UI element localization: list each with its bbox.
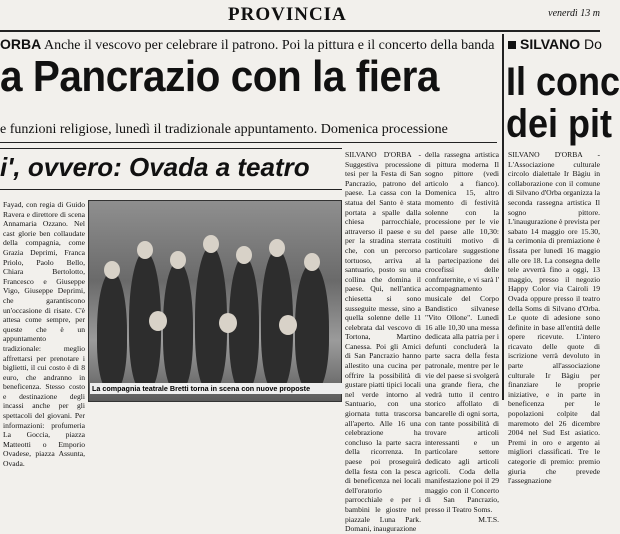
- body-column-1-text: SILVANO D'ORBA - Suggestiva processione tesi per la Festa di San Pancrazio, patrono del paese. La cassa con la statua del Santo è stata portata a spalle dalla chiesa parrocchiale, attraverso il paese e su per la stradina sterrata che, con un percorso tortuoso, arriva al santuario, posto su una collina che domina il paese. Qui, nell'antica chiesetta si sono susseguite messe, sino a quella solenne delle 11 celebrata dal vescovo di Tortona, Martino Canessa. Poi gli Amici di San Pancrazio hanno allestito una cucina per offrire la possibilità di gustare piatti tipici locali nel verde intorno al Santuario, con una giornata tutta trascorsa all'aperto. Alle 16 una celebrazione ha concluso la parte sacra della ricorrenza. In paese poi proseguirà della festa con la pesca di beneficenza nei locali dell'oratorio parrocchiale e per i bambini le giostre nel piazzale Luna Park. Domani, inaugurazione: [345, 150, 421, 534]
- bullet-square-icon: [508, 41, 516, 49]
- column-divider: [502, 34, 504, 400]
- right-column: [508, 150, 600, 486]
- left-headline: a Pancrazio con la fiera: [0, 52, 439, 101]
- theatre-photo: [88, 200, 342, 402]
- right-column-text: SILVANO D'ORBA - L'Associazione culturale circolo dialettale Ir Bàgiu in collaborazione con il comune di Silvano d'Orba organizza la seconda rassegna artistica Il sogno pittore. L'inaugurazione è prevista per sabato 14 maggio ore 15.30, la cerimonia di premiazione è fissata per lunedì 16 maggio alle ore 18. La consegna delle tele avverrà fino a oggi, 13 maggio, presso il negozio Happy Color via Cairoli 19 Ovada oppure presso il teatro della Soms di Silvano d'Orba. Le quote di adesione sono definite in base all'entità delle opere ricevute. L'intero ricavato delle quote di iscrizione verrà devoluto in parte all'associazione culturale Ir Bàgiu per finanziare le proprie iniziative, e in parte in beneficenza per le popolazioni colpite dal maremoto del 26 dicembre 2004 nel Sud Est asiatico. Premi in oro e argento ai migliori classificati. Tre le categorie di premio: premio giuria che prevede l'assegnazione: [508, 150, 600, 486]
- left-subhead: e funzioni religiose, lunedì il tradizionale appuntamento. Domenica processione: [0, 122, 448, 137]
- body-column-2: [425, 150, 499, 524]
- right-headline-line-1: Il conc: [506, 60, 620, 104]
- right-kicker-place: SILVANO: [520, 36, 581, 52]
- left-kicker-place: ORBA: [0, 36, 42, 52]
- body-column-1: [345, 150, 421, 534]
- ovada-headline-rule: [0, 189, 342, 190]
- left-kicker-text: Anche il vescovo per celebrare il patrono. Poi la pittura e il concerto della banda: [43, 38, 495, 53]
- page-date: venerdì 13 m: [548, 8, 600, 19]
- ovada-column-text: Fayad, con regia di Guido Ravera e direttore di scena Annamaria Ozzano. Nel cast glorie ben collaudate della compagnia, come Grazia Deprimi, Franca Priolo, Paolo Bello, Chiara Bertolotto, Francesco e Giuseppe Vigo, Giuseppe Deprimi, che garantiscono un'occasione di risate. C'è attesa come sempre, per queste che è un appuntamento tradizionale: meglio affrettarsi per prenotare i biglietti, il cui costo è di 8 euro, che andranno in beneficenza. Stesso costo e destinazione degli incassi anche per gli spettacoli del giovani. Per informazioni: profumeria La Goccia, piazza Matteotti o Emporio Ovadese, piazza Assunta, Ovada.: [3, 200, 85, 469]
- ovada-headline: i', ovvero: Ovada a teatro: [0, 152, 310, 182]
- photo-caption: La compagnia teatrale Bretti torna in scena con nuove proposte: [90, 383, 344, 394]
- section-title: PROVINCIA: [228, 4, 347, 25]
- body-signature: M.T.S.: [478, 514, 499, 524]
- ovada-top-rule: [0, 148, 342, 149]
- right-kicker-rest: Do: [584, 36, 602, 52]
- left-sub-rule: [0, 142, 497, 143]
- ovada-column: [3, 200, 85, 469]
- right-kicker: [508, 36, 602, 52]
- body-column-2-text: della rassegna artistica di pittura moderna Il sogno pittore (vedi articolo a fianco). Domenica 15, altro momento di festività solenne con la processione per le vie del paese alle 10,30: costituiti motivo di particolare suggestione la partecipazione dei crocefissi delle confraternite, e vi sarà l' accompagnamento musicale del Corpo Bandistico silvanese "Vito Ollone". Lunedì 16 alle 10,30 una messa dedicata alla patria per i defunti concluderà la parte sacra della festa patronale, mentre per le vie del paese si svolgerà una grande fiera, che vedrà tutto il centro storico affollato di bancarelle di ogni sorta, con tante possibilità di trovare articoli interessanti e un particolare settore dedicato agli articoli agricoli. Coda della manifestazione poi il 29 maggio con il Concerto di San Pancrazio, presso il Teatro Soms.: [425, 150, 499, 514]
- header-rule: [0, 30, 600, 32]
- right-headline-line-2: dei pit: [506, 102, 613, 146]
